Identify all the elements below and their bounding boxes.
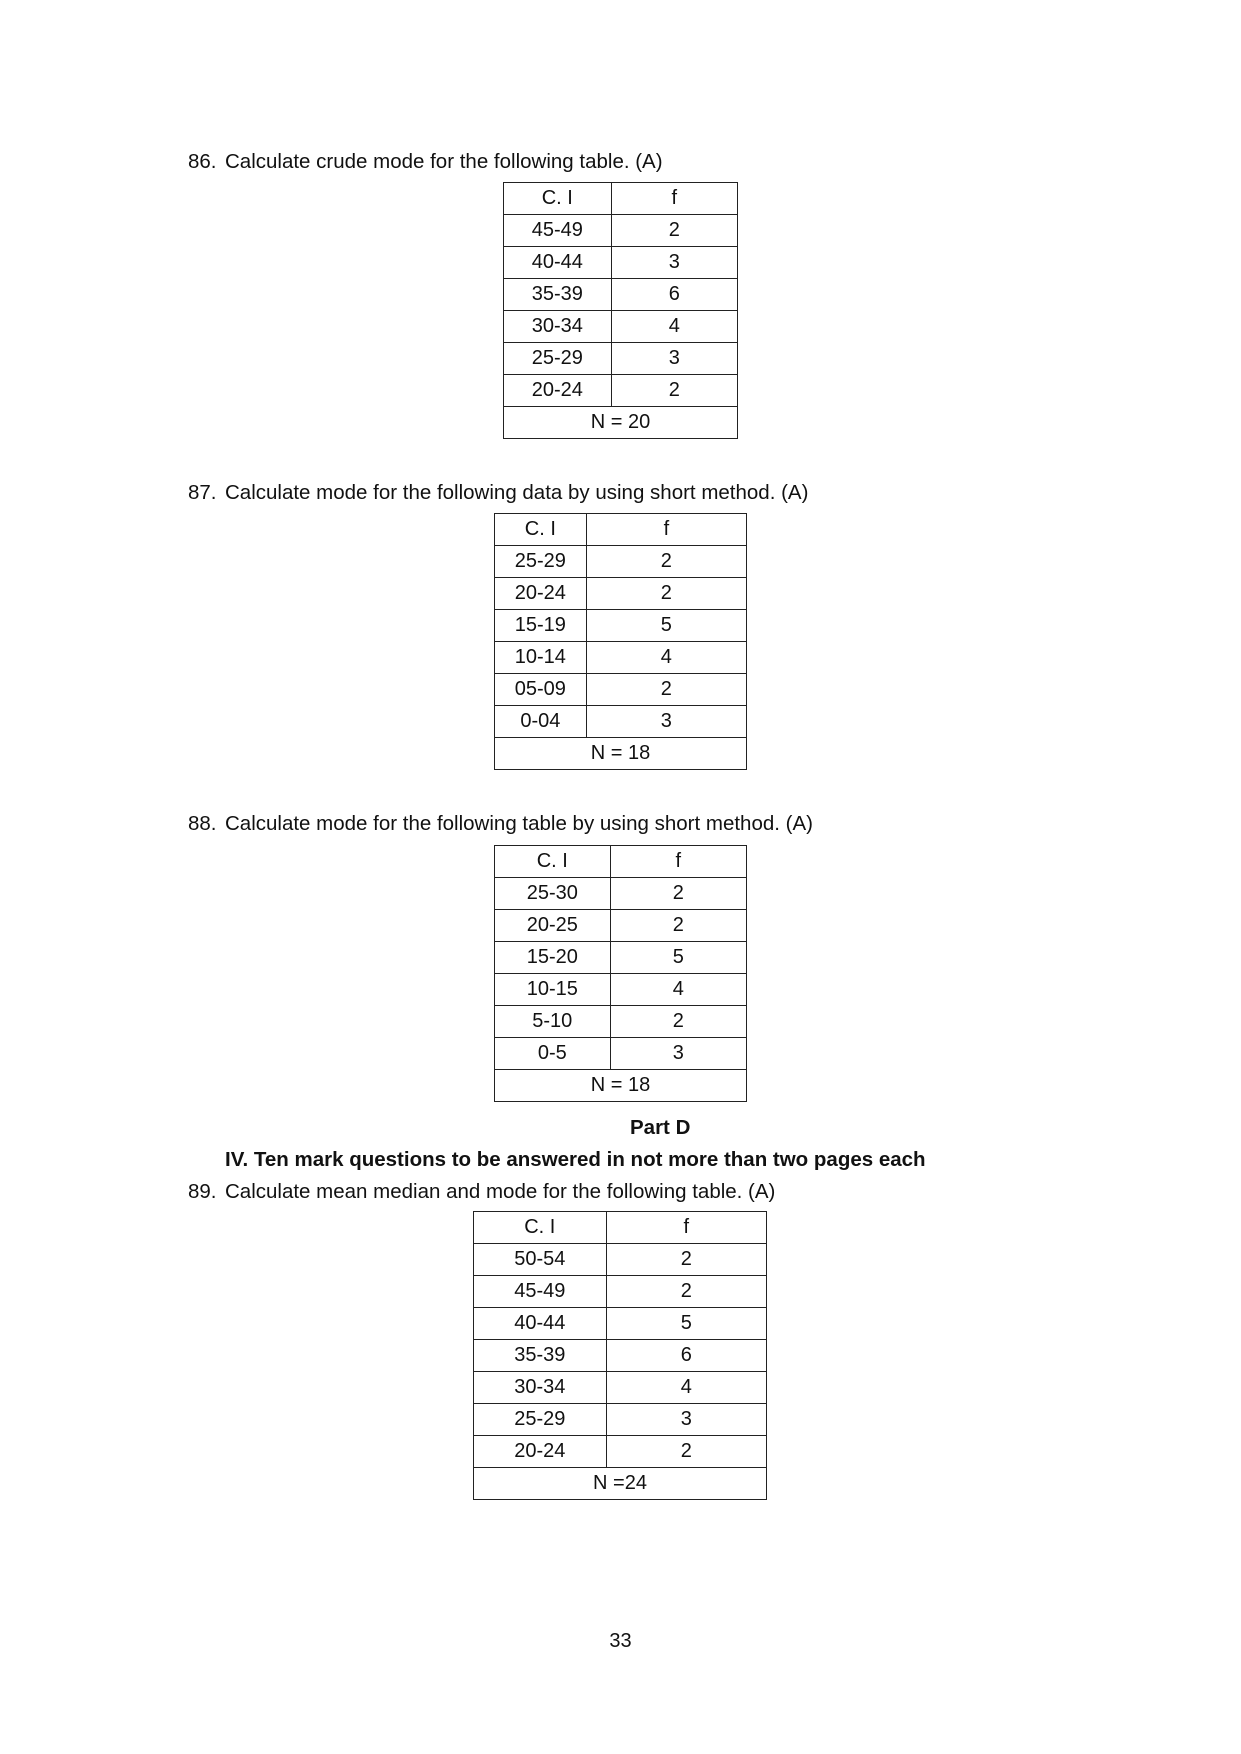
class-interval: 05-09 xyxy=(495,674,587,706)
table-row xyxy=(474,1340,767,1372)
header-f: f xyxy=(610,846,746,878)
table-row xyxy=(474,1276,767,1308)
class-interval: 30-34 xyxy=(504,311,612,343)
question-89 xyxy=(188,1180,775,1204)
total-n: N = 18 xyxy=(495,738,747,770)
table-row xyxy=(495,974,747,1006)
table-total-row xyxy=(504,407,738,439)
class-interval: 0-5 xyxy=(495,1038,611,1070)
frequency: 4 xyxy=(610,974,746,1006)
total-n: N = 18 xyxy=(495,1070,747,1102)
table-row xyxy=(474,1244,767,1276)
class-interval: 25-29 xyxy=(474,1404,607,1436)
table-row xyxy=(504,375,738,407)
class-interval: 20-24 xyxy=(495,578,587,610)
header-ci: C. I xyxy=(495,846,611,878)
frequency: 2 xyxy=(610,878,746,910)
table-row xyxy=(495,674,747,706)
class-interval: 5-10 xyxy=(495,1006,611,1038)
frequency: 2 xyxy=(611,375,737,407)
frequency-table-89 xyxy=(473,1211,767,1500)
class-interval: 30-34 xyxy=(474,1372,607,1404)
table-row xyxy=(504,279,738,311)
class-interval: 25-30 xyxy=(495,878,611,910)
question-number: 86. xyxy=(188,150,217,173)
total-n: N = 20 xyxy=(504,407,738,439)
question-text: Calculate mode for the following table by using short method. (A) xyxy=(225,812,813,835)
header-f: f xyxy=(611,183,737,215)
frequency: 3 xyxy=(611,247,737,279)
table-row xyxy=(474,1372,767,1404)
table-total-row xyxy=(474,1468,767,1500)
frequency: 6 xyxy=(611,279,737,311)
table-row xyxy=(495,878,747,910)
table-row xyxy=(474,1308,767,1340)
frequency: 5 xyxy=(606,1308,766,1340)
class-interval: 25-29 xyxy=(504,343,612,375)
class-interval: 0-04 xyxy=(495,706,587,738)
total-n: N =24 xyxy=(474,1468,767,1500)
table-row xyxy=(495,910,747,942)
table-row xyxy=(504,311,738,343)
table-header-row xyxy=(504,183,738,215)
table-row xyxy=(495,578,747,610)
question-number: 88. xyxy=(188,812,217,835)
frequency: 2 xyxy=(610,1006,746,1038)
page-number: 33 xyxy=(609,1630,632,1652)
frequency: 2 xyxy=(586,546,746,578)
frequency: 2 xyxy=(606,1276,766,1308)
class-interval: 15-19 xyxy=(495,610,587,642)
class-interval: 45-49 xyxy=(504,215,612,247)
frequency: 4 xyxy=(611,311,737,343)
frequency: 2 xyxy=(610,910,746,942)
table-row xyxy=(474,1404,767,1436)
class-interval: 10-15 xyxy=(495,974,611,1006)
frequency: 3 xyxy=(606,1404,766,1436)
frequency: 2 xyxy=(606,1244,766,1276)
header-ci: C. I xyxy=(495,514,587,546)
frequency: 4 xyxy=(606,1372,766,1404)
header-ci: C. I xyxy=(504,183,612,215)
class-interval: 35-39 xyxy=(474,1340,607,1372)
frequency: 2 xyxy=(586,674,746,706)
class-interval: 50-54 xyxy=(474,1244,607,1276)
table-row xyxy=(504,247,738,279)
part-heading: Part D xyxy=(630,1116,691,1139)
class-interval: 20-24 xyxy=(504,375,612,407)
class-interval: 15-20 xyxy=(495,942,611,974)
table-total-row xyxy=(495,1070,747,1102)
frequency-table-86 xyxy=(503,182,738,439)
header-f: f xyxy=(586,514,746,546)
table-row xyxy=(474,1436,767,1468)
question-number: 87. xyxy=(188,481,217,504)
table-row xyxy=(495,1038,747,1070)
table-row xyxy=(495,610,747,642)
class-interval: 40-44 xyxy=(474,1308,607,1340)
frequency-table-88 xyxy=(494,845,747,1102)
frequency: 2 xyxy=(611,215,737,247)
header-f: f xyxy=(606,1212,766,1244)
class-interval: 40-44 xyxy=(504,247,612,279)
table-row xyxy=(495,546,747,578)
question-88 xyxy=(188,812,813,836)
frequency: 5 xyxy=(586,610,746,642)
question-86 xyxy=(188,150,663,174)
frequency-table-87 xyxy=(494,513,747,770)
table-row xyxy=(495,942,747,974)
class-interval: 20-24 xyxy=(474,1436,607,1468)
table-header-row xyxy=(495,846,747,878)
frequency: 3 xyxy=(586,706,746,738)
table-row xyxy=(495,1006,747,1038)
question-text: Calculate crude mode for the following table. (A) xyxy=(225,150,663,173)
header-ci: C. I xyxy=(474,1212,607,1244)
class-interval: 35-39 xyxy=(504,279,612,311)
class-interval: 25-29 xyxy=(495,546,587,578)
table-row xyxy=(495,642,747,674)
frequency: 3 xyxy=(610,1038,746,1070)
question-text: Calculate mean median and mode for the following table. (A) xyxy=(225,1180,776,1203)
frequency: 6 xyxy=(606,1340,766,1372)
question-text: Calculate mode for the following data by using short method. (A) xyxy=(225,481,809,504)
table-row xyxy=(495,706,747,738)
frequency: 5 xyxy=(610,942,746,974)
frequency: 2 xyxy=(586,578,746,610)
class-interval: 10-14 xyxy=(495,642,587,674)
table-header-row xyxy=(495,514,747,546)
frequency: 2 xyxy=(606,1436,766,1468)
frequency: 3 xyxy=(611,343,737,375)
table-row xyxy=(504,343,738,375)
table-row xyxy=(504,215,738,247)
class-interval: 20-25 xyxy=(495,910,611,942)
class-interval: 45-49 xyxy=(474,1276,607,1308)
section-heading: IV. Ten mark questions to be answered in not more than two pages each xyxy=(225,1148,926,1171)
table-header-row xyxy=(474,1212,767,1244)
question-87 xyxy=(188,481,808,505)
question-number: 89. xyxy=(188,1180,217,1203)
frequency: 4 xyxy=(586,642,746,674)
table-total-row xyxy=(495,738,747,770)
